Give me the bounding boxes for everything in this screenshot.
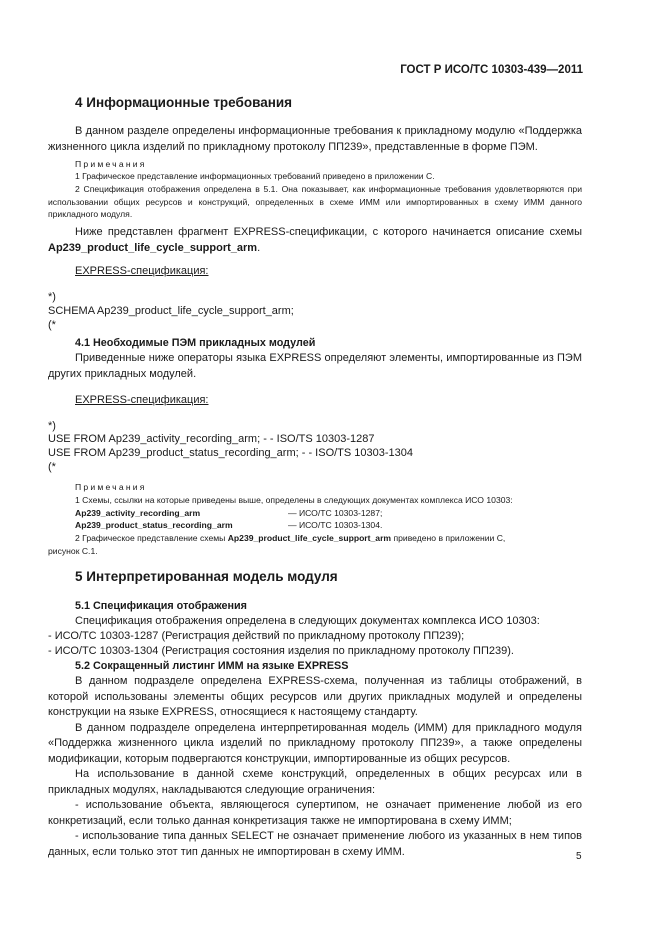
fragment-text: Ниже представлен фрагмент EXPRESS-спецификации, с которого начинается описание схемы [75, 226, 582, 238]
note-2-pre: 2 Графическое представление схемы [75, 533, 226, 543]
list-item: - ИСО/ТС 10303-1304 (Регистрация состояния изделия по прикладному протоколу ПП239). [48, 645, 514, 657]
section-4-1-text [48, 351, 582, 382]
section-4-1-heading: 4.1 Необходимые ПЭМ прикладных модулей [75, 337, 316, 349]
section-5-1-text: Спецификация отображения определена в следующих документах комплекса ИСО 10303: [75, 615, 540, 627]
code-line: USE FROM Ap239_activity_recording_arm; - - ISO/TS 10303-1287 [48, 433, 375, 445]
note-2: 2 Спецификация отображения определена в 5.1. Она показывает, как информационные требования удовлетворяются при использовании общих ресурсов и конструкций, определенных в схеме ИММ или импортированных в схему ИММ данного прикладного модуля. [48, 184, 582, 219]
note-2-post: приведено в приложении С, [393, 533, 506, 543]
section-4-intro [48, 124, 582, 155]
section-5-2-body [48, 674, 582, 860]
code-line: *) [48, 291, 56, 303]
code-line: SCHEMA Ap239_product_life_cycle_support_arm; [48, 305, 294, 317]
code-line: USE FROM Ap239_product_status_recording_arm; - - ISO/TS 10303-1304 [48, 447, 414, 459]
section-5-heading: 5 Интерпретированная модель модуля [75, 569, 338, 584]
note-1: 1 Схемы, ссылки на которые приведены выше, определены в следующих документах комплекса ИСО 10303: [75, 495, 513, 505]
paragraph: - использование типа данных SELECT не означает применение любого из указанных в нем типов данных, если только этот тип данных не импортирован в схему ИММ. [48, 830, 582, 858]
note-1: 1 Графическое представление информационных требований приведено в приложении С. [75, 171, 435, 181]
section-4-1-paragraph: Приведенные ниже операторы языка EXPRESS определяют элементы, импортированные из ПЭМ других прикладных модулей. [48, 352, 582, 380]
section-4-heading: 4 Информационные требования [75, 95, 293, 110]
code-line: (* [48, 319, 56, 331]
paragraph: В данном подразделе определена интерпретированная модель (ИММ) для прикладного модуля «Поддержка жизненного цикла изделий по прикладному протоколу ПП239», а также определены модификации, которым подвергаются конструкции, импортированные из общих ресурсов. [48, 721, 582, 765]
paragraph: На использование в данной схеме конструкций, определенных в общих ресурсах или в прикладных модулях, накладываются следующие ограничения: [48, 768, 582, 796]
note-2 [75, 532, 505, 546]
schema-ref-name: Ap239_product_status_recording_arm [75, 520, 233, 530]
section-5-1-heading: 5.1 Спецификация отображения [75, 600, 247, 612]
schema-name: Ap239_product_life_cycle_support_arm [48, 241, 258, 254]
code-line: *) [48, 420, 56, 432]
page-number: 5 [576, 851, 582, 862]
schema-ref-name: Ap239_activity_recording_arm [75, 508, 201, 518]
note-2-schema: Ap239_product_life_cycle_support_arm [227, 533, 392, 543]
schema-ref-doc: — ИСО/ТС 10303-1287; [288, 508, 383, 518]
document-header: ГОСТ Р ИСО/ТС 10303-439—2011 [400, 64, 583, 76]
schema-ref-doc: — ИСО/ТС 10303-1304. [288, 520, 383, 530]
schema-suffix: . [257, 241, 261, 254]
fragment-paragraph [48, 225, 582, 256]
notes-label: Примечания [75, 482, 147, 492]
section-4-intro-text: В данном разделе определены информационные требования к прикладному модулю «Поддержка жизненного цикла изделий по прикладному протоколу ПП239», представленные в форме ПЭМ. [48, 125, 582, 153]
express-spec-label: EXPRESS-спецификация: [75, 394, 209, 406]
express-spec-label: EXPRESS-спецификация: [75, 265, 209, 277]
paragraph: - использование объекта, являющегося супертипом, не означает применение любой из его конкретизаций, если только данная конкретизация также не импортирована в схему ИММ; [48, 799, 582, 827]
notes-label: Примечания [75, 159, 147, 169]
note-2-continued: рисунок С.1. [48, 546, 98, 556]
paragraph: В данном подразделе определена EXPRESS-схема, полученная из таблицы отображений, в которой использованы элементы общих ресурсов или других прикладных модулей и определены конструкции на языке EXPRESS, относящиеся к настоящему стандарту. [48, 675, 582, 718]
list-item: - ИСО/ТС 10303-1287 (Регистрация действий по прикладному протоколу ПП239); [48, 630, 465, 642]
code-line: (* [48, 461, 56, 473]
section-5-2-heading: 5.2 Сокращенный листинг ИММ на языке EXPRESS [75, 660, 349, 672]
